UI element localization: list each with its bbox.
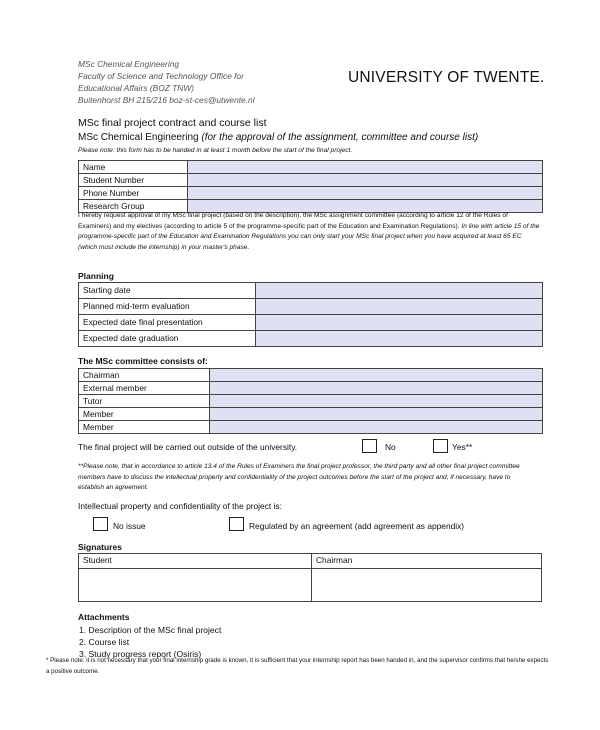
student-signature-field[interactable]: [79, 569, 312, 602]
committee-label-member-1: Member: [79, 408, 210, 421]
signatures-table: [78, 553, 542, 602]
signatures-heading: Signatures: [78, 542, 122, 552]
graduation-date-field[interactable]: [256, 331, 543, 347]
planning-label-midterm: Planned mid-term evaluation: [79, 299, 256, 315]
table-row: [79, 395, 543, 408]
row-label-student-number: Student Number: [79, 174, 188, 187]
committee-label-external: External member: [79, 382, 210, 395]
ip-no-issue-label: No issue: [113, 521, 146, 531]
subtitle-program: MSc Chemical Engineering: [78, 132, 202, 143]
table-row: [79, 331, 543, 347]
student-info-table: [78, 160, 543, 213]
header-line-address: Buitenhorst BH 215/216 boz-st-ces@utwente.nl: [78, 95, 255, 105]
attachments-heading: Attachments: [78, 612, 130, 622]
external-member-field[interactable]: [210, 382, 543, 395]
table-row: [79, 554, 542, 569]
ip-no-issue-checkbox[interactable]: [93, 517, 108, 531]
table-row: [79, 408, 543, 421]
table-row: [79, 315, 543, 331]
outside-no-checkbox[interactable]: [362, 439, 377, 453]
planning-label-graduation: Expected date graduation: [79, 331, 256, 347]
committee-heading: The MSc committee consists of:: [78, 356, 208, 366]
ip-regulated-label: Regulated by an agreement (add agreement as appendix): [249, 521, 465, 531]
signature-chairman-label: Chairman: [312, 554, 542, 569]
table-row: [79, 283, 543, 299]
row-label-name: Name: [79, 161, 188, 174]
committee-label-tutor: Tutor: [79, 395, 210, 408]
outside-yes-checkbox[interactable]: [433, 439, 448, 453]
committee-label-chairman: Chairman: [79, 369, 210, 382]
starting-date-field[interactable]: [256, 283, 543, 299]
request-paragraph: [78, 211, 540, 253]
final-presentation-date-field[interactable]: [256, 315, 543, 331]
table-row: [79, 369, 543, 382]
attachment-item-course-list: 2. Course list: [79, 637, 130, 647]
header-line-office: Educational Affairs (BOZ TNW): [78, 83, 195, 93]
table-row: [79, 299, 543, 315]
row-label-phone-number: Phone Number: [79, 187, 188, 200]
tutor-field[interactable]: [210, 395, 543, 408]
attachment-item-progress-report: 3. Study progress report (Osiris): [79, 649, 202, 659]
table-row: [79, 421, 543, 434]
planning-label-start: Starting date: [79, 283, 256, 299]
university-logo-text: UNIVERSITY OF TWENTE.: [348, 69, 545, 86]
planning-label-presentation: Expected date final presentation: [79, 315, 256, 331]
outside-yes-label: Yes**: [452, 442, 473, 452]
member-1-field[interactable]: [210, 408, 543, 421]
name-field[interactable]: [188, 161, 543, 174]
table-row: [79, 187, 543, 200]
committee-label-member-2: Member: [79, 421, 210, 434]
chairman-field[interactable]: [210, 369, 543, 382]
table-row: [79, 382, 543, 395]
outside-university-question: The final project will be carried out outside of the university.: [78, 442, 298, 452]
member-2-field[interactable]: [210, 421, 543, 434]
planning-table: [78, 282, 543, 347]
ip-question: Intellectual property and confidentiality of the project is:: [78, 501, 282, 511]
request-text-italic: In line with article 15 of the programme-specific part of the Education and Examination Regulations you can only start your MSc final project when you have acquired at least 65 EC (which must include the internship) in your master's phase.: [78, 222, 540, 251]
planning-heading: Planning: [78, 271, 114, 281]
outside-note: **Please note, that in accordance to article 13.4 of the Rules of Examiners the final project professor, the third party and all other final project committee members have to discuss the intellectual property and confidentiality of the project outcomes before the start of the project and, if necessary, have to establish an agreement.: [78, 463, 520, 492]
committee-table: [78, 368, 543, 434]
form-title: MSc final project contract and course list: [78, 117, 267, 129]
table-row: [79, 174, 543, 187]
header-line-faculty: Faculty of Science and Technology Office for: [78, 71, 244, 81]
phone-number-field[interactable]: [188, 187, 543, 200]
midterm-evaluation-field[interactable]: [256, 299, 543, 315]
row-label-research-group: Research Group: [79, 200, 188, 213]
subtitle-purpose: (for the approval of the assignment, committee and course list): [201, 132, 479, 143]
table-row: [79, 569, 542, 602]
header-line-program: MSc Chemical Engineering: [78, 59, 180, 69]
table-row: [79, 161, 543, 174]
signature-student-label: Student: [79, 554, 312, 569]
internship-footnote: * Please note: it is not necessary that your final internship grade is known, it is sufficient that your internship report has been handed in, and the supervisor confirms that he/she expects a positive outcome.: [46, 657, 549, 675]
request-text: I hereby request approval of my MSc final project (based on the description), the MSc assignment committee (according to article 12 of the Rules of Examiners) and my electives (according to article 5 of the programme-specific part of the Education and Examination Regulations).: [78, 212, 508, 230]
outside-no-label: No: [385, 442, 396, 452]
student-number-field[interactable]: [188, 174, 543, 187]
handin-note: Please note: this form has to be handed in at least 1 month before the start of the final project.: [78, 147, 353, 154]
ip-regulated-checkbox[interactable]: [229, 517, 244, 531]
attachment-item-description: 1. Description of the MSc final project: [79, 625, 222, 635]
chairman-signature-field[interactable]: [312, 569, 542, 602]
form-subtitle: [78, 132, 478, 143]
